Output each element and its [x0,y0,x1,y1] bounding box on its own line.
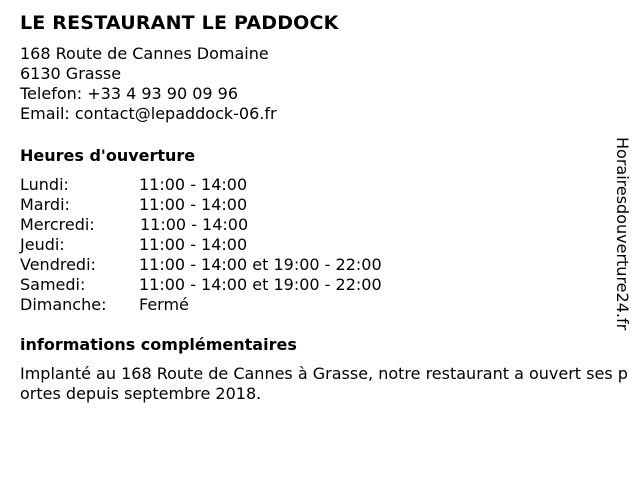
phone-text: Telefon: +33 4 93 90 09 96 [20,84,239,103]
day-label: Jeudi: [20,235,65,254]
address-line-street: 168 Route de Cannes Domaine [20,44,269,63]
day-label: Lundi: [20,175,69,194]
day-label: Vendredi: [20,255,96,274]
time-value: 11:00 - 14:00 [139,195,248,214]
day-label: Mardi: [20,195,70,214]
site-watermark: Horairesdouverture24.fr [613,137,632,331]
day-label: Mercredi: [20,215,95,234]
day-label: Samedi: [20,275,86,294]
day-label: Dimanche: [20,295,107,314]
time-value: 11:00 - 14:00 [140,215,249,234]
time-value: 11:00 - 14:00 [139,235,248,254]
additional-info-text: Implanté au 168 Route de Cannes à Grasse, notre restaurant a ouvert ses portes depuis septembre 2018. [20,364,628,403]
address-line-city: 6130 Grasse [20,64,122,83]
contact-block [20,44,277,124]
email-text: Email: contact@lepaddock-06.fr [20,104,277,123]
time-value: 11:00 - 14:00 [139,175,248,194]
time-value: 11:00 - 14:00 et 19:00 - 22:00 [139,275,382,294]
opening-hours-heading: Heures d'ouverture [20,146,196,165]
additional-info-heading: informations complémentaires [20,335,297,354]
time-value: 11:00 - 14:00 et 19:00 - 22:00 [139,255,382,274]
time-value: Fermé [139,295,189,314]
page-title: LE RESTAURANT LE PADDOCK [20,12,339,34]
